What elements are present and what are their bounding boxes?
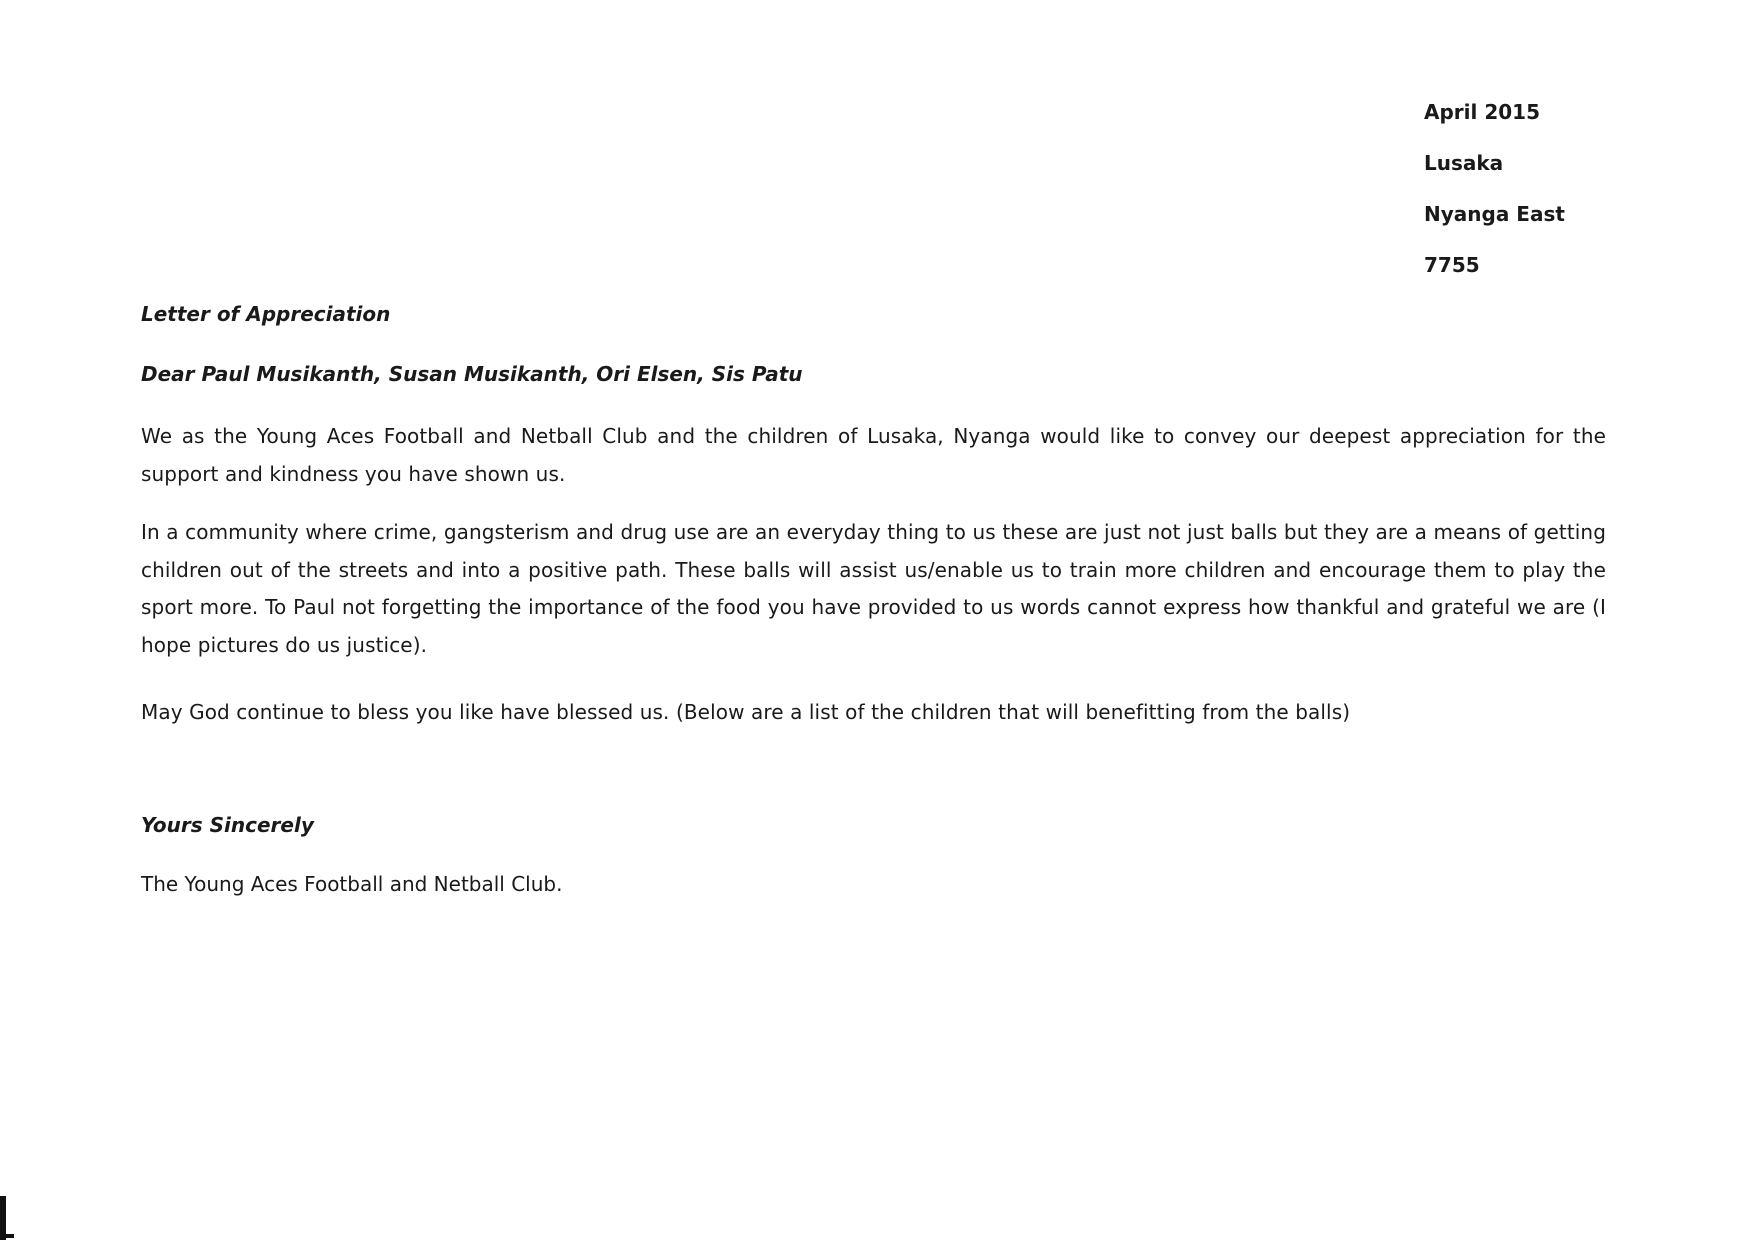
letter-closing: Yours Sincerely <box>141 813 314 837</box>
body-paragraph-2: In a community where crime, gangsterism and drug use are an everyday thing to us these are just not just balls but they are a means of getting children out of the streets and into a positive path. These balls will assist us/enable us to train more children and encourage them to play the sport more. To Paul not forgetting the importance of the food you have provided to us words cannot express how thankful and grateful we are (I hope pictures do us justice). <box>141 520 1606 657</box>
letter-signoff: The Young Aces Football and Netball Club. <box>141 872 563 896</box>
body-paragraph-1: We as the Young Aces Football and Netball Club and the children of Lusaka, Nyanga would like to convey our deepest appreciation for the support and kindness you have shown us. <box>141 424 1606 486</box>
scan-edge-foot <box>0 1234 14 1238</box>
address-line-postcode: 7755 <box>1424 253 1480 277</box>
address-line-area: Nyanga East <box>1424 202 1565 226</box>
body-paragraph-3: May God continue to bless you like have blessed us. (Below are a list of the children that will benefitting from the balls) <box>141 700 1351 724</box>
letter-salutation: Dear Paul Musikanth, Susan Musikanth, Ori Elsen, Sis Patu <box>141 362 803 386</box>
sender-address-block <box>1424 100 1684 304</box>
letter-subject: Letter of Appreciation <box>141 302 391 326</box>
address-line-city: Lusaka <box>1424 151 1504 175</box>
letter-date: April 2015 <box>1424 100 1540 124</box>
